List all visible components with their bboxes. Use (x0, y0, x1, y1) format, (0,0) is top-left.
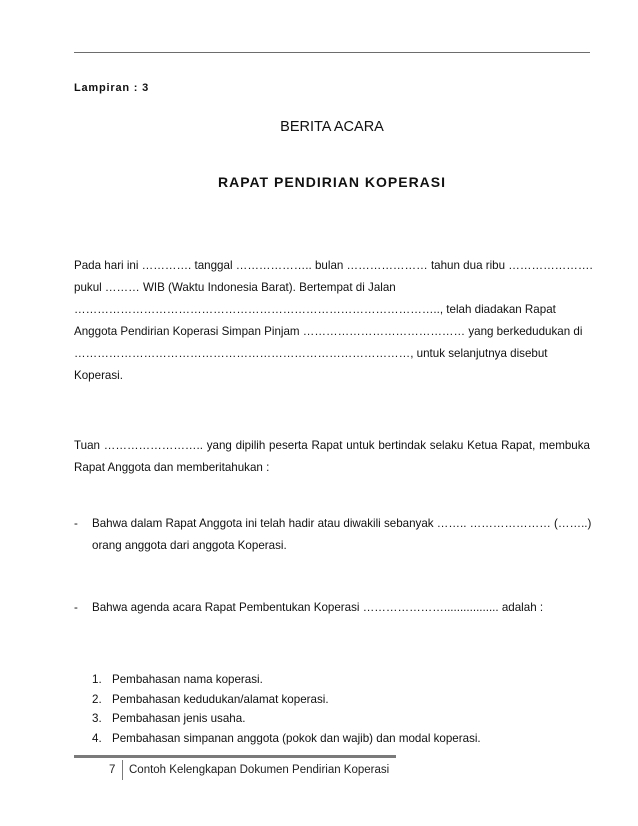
list-item-text: Pembahasan jenis usaha. (112, 712, 246, 725)
chair-line: Tuan …………………….. yang dipilih peserta Rapat untuk bertindak selaku Ketua Rapat, membuka (74, 439, 590, 452)
opening-line: Anggota Pendirian Koperasi Simpan Pinjam …………………………………… yang berkedudukan di (74, 325, 583, 338)
list-item (92, 709, 590, 729)
bullet-marker: - (74, 601, 78, 614)
document-subtitle: RAPAT PENDIRIAN KOPERASI (217, 174, 447, 190)
list-number: 4. (92, 731, 102, 745)
bullet-item (74, 513, 590, 557)
page-footer (74, 760, 414, 780)
list-number: 3. (92, 712, 102, 725)
bullet-line: Bahwa dalam Rapat Anggota ini telah hadir atau diwakili sebanyak …….. ………………… (……..) (92, 517, 592, 530)
bullet-line: Bahwa agenda acara Rapat Pembentukan Koperasi …………………................. adalah : (92, 601, 544, 614)
document-title: BERITA ACARA (280, 119, 384, 135)
opening-line: Koperasi. (74, 369, 123, 382)
chair-line: Rapat Anggota dan memberitahukan : (74, 461, 270, 474)
bullet-marker: - (74, 517, 78, 530)
attachment-label: Lampiran : 3 (74, 82, 150, 94)
footer-divider (122, 760, 123, 780)
list-item (92, 670, 590, 690)
opening-line: ……………………………………………………………………………, untuk selanjutnya disebut (74, 347, 548, 360)
chair-paragraph (74, 435, 590, 479)
bullet-item (74, 597, 590, 619)
page-number: 7 (109, 764, 116, 776)
header-rule (74, 52, 590, 53)
bullet-text (92, 597, 590, 619)
list-number: 1. (92, 673, 102, 686)
bullet-line: orang anggota dari anggota Koperasi. (92, 539, 287, 552)
opening-line: ………………………………………………………………………………….., telah diadakan Rapat (74, 303, 556, 316)
opening-line: pukul ……… WIB (Waktu Indonesia Barat). Bertempat di Jalan (74, 281, 396, 294)
opening-paragraph (74, 255, 593, 387)
opening-line: Pada hari ini …………. tanggal ……………….. bulan ………………… tahun dua ribu …………………. (74, 259, 593, 272)
list-item-text: Pembahasan nama koperasi. (112, 673, 263, 686)
list-item (92, 729, 590, 749)
list-number: 2. (92, 692, 102, 706)
list-item-text: Pembahasan simpanan anggota (pokok dan wajib) dan modal koperasi. (112, 731, 481, 745)
list-item-text: Pembahasan kedudukan/alamat koperasi. (112, 692, 329, 706)
bullet-text (92, 513, 590, 557)
agenda-list (92, 670, 590, 748)
list-item (92, 690, 590, 710)
footer-rule (74, 755, 396, 758)
footer-label: Contoh Kelengkapan Dokumen Pendirian Koperasi (129, 764, 390, 776)
